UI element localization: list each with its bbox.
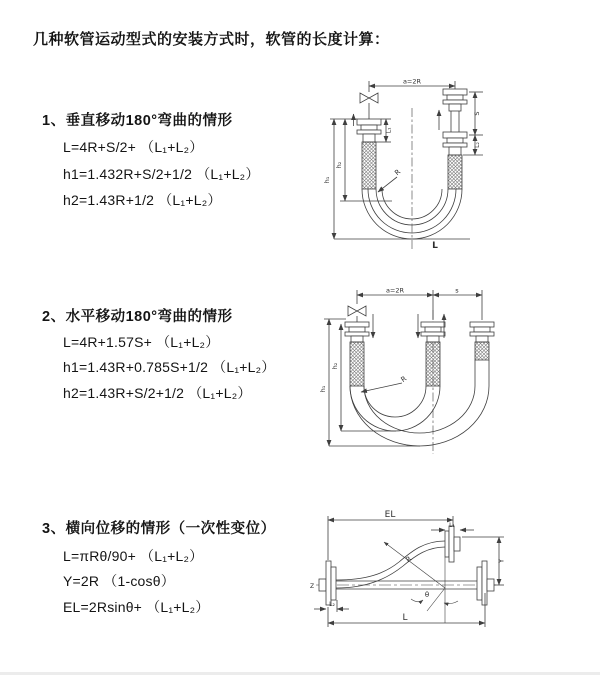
right-flange [470,322,494,342]
right-braided-hose [475,342,489,360]
hose-u-bend [350,360,489,446]
dim-label-l2: L₂ [474,142,481,148]
left-flange [345,322,369,342]
middle-flange [421,322,445,342]
dimension-span [357,290,482,320]
dim-label-length: L [402,613,408,623]
dim-label-l1: L₁ [385,127,393,134]
dim-label-h2: h₂ [335,161,343,169]
diagram-horizontal-180-bend [316,284,532,456]
left-flange [319,561,336,605]
dim-label-radius: R [399,374,409,385]
left-braided-hose [350,342,364,386]
dim-label-h1: h₁ [319,385,327,393]
displaced-flange [445,526,460,562]
section-2-formula-length: L=4R+1.57S+ （L₁+L₂） [63,334,220,350]
right-flange-lower [443,132,467,155]
dim-label-s: S [473,111,481,116]
diagram-lateral-displacement [306,504,546,646]
dim-label-s: s [455,286,459,295]
section-3-formula-y: Y=2R （1-cosθ） [63,573,175,589]
construction-ray [424,588,445,611]
section-1-heading: 1、垂直移动180°弯曲的情形 [42,113,233,129]
left-flange [357,119,381,142]
dim-label-radius: R [393,167,403,178]
section-3-formula-length: L=πRθ/90+ （L₁+L₂） [63,548,204,564]
dim-label-length: L [432,241,438,251]
right-braided-hose [448,155,462,189]
dim-label-theta: θ [424,591,430,599]
dim-label-h1: h₁ [323,176,331,184]
dimension-h1 [330,119,357,239]
dimension-h2 [341,324,396,431]
dim-label-z: Z [309,583,315,590]
section-2-heading: 2、水平移动180°弯曲的情形 [42,309,233,325]
left-braided-hose [362,142,376,189]
radius-leader [378,177,397,192]
section-3-formula-el: EL=2Rsinθ+ （L₁+L₂） [63,599,210,615]
dim-label-span: a=2R [402,77,422,86]
dimension-el [328,516,453,560]
right-flange-upper [443,89,467,111]
radius-leader [361,383,402,392]
section-2-formula-h1: h1=1.43R+0.785S+1/2 （L₁+L₂） [63,359,276,375]
dim-label-l1: L₁ [449,522,455,529]
dim-label-h2: h₂ [331,362,339,370]
right-flange [477,561,494,605]
section-1-formula-h2: h2=1.43R+1/2 （L₁+L₂） [63,192,222,208]
page-title: 几种软管运动型式的安装方式时，软管的长度计算： [33,31,390,48]
dim-label-radius: R [404,554,414,565]
valve-icon [348,306,366,322]
section-1-formula-length: L=4R+S/2+ （L₁+L₂） [63,139,204,155]
diagram-vertical-180-bend [312,72,522,252]
dim-label-l2: L₂ [329,601,335,608]
section-3-heading: 3、横向位移的情形（一次性变位） [42,521,276,537]
section-2-formula-h2: h2=1.43R+S/2+1/2 （L₁+L₂） [63,385,252,401]
dim-label-y: Y [497,558,506,564]
dim-label-el: EL [384,510,396,520]
section-1-formula-h1: h1=1.432R+S/2+1/2 （L₁+L₂） [63,166,260,182]
dim-label-span: a=2R [385,286,405,295]
middle-braided-hose [426,342,440,386]
valve-icon [360,93,378,119]
